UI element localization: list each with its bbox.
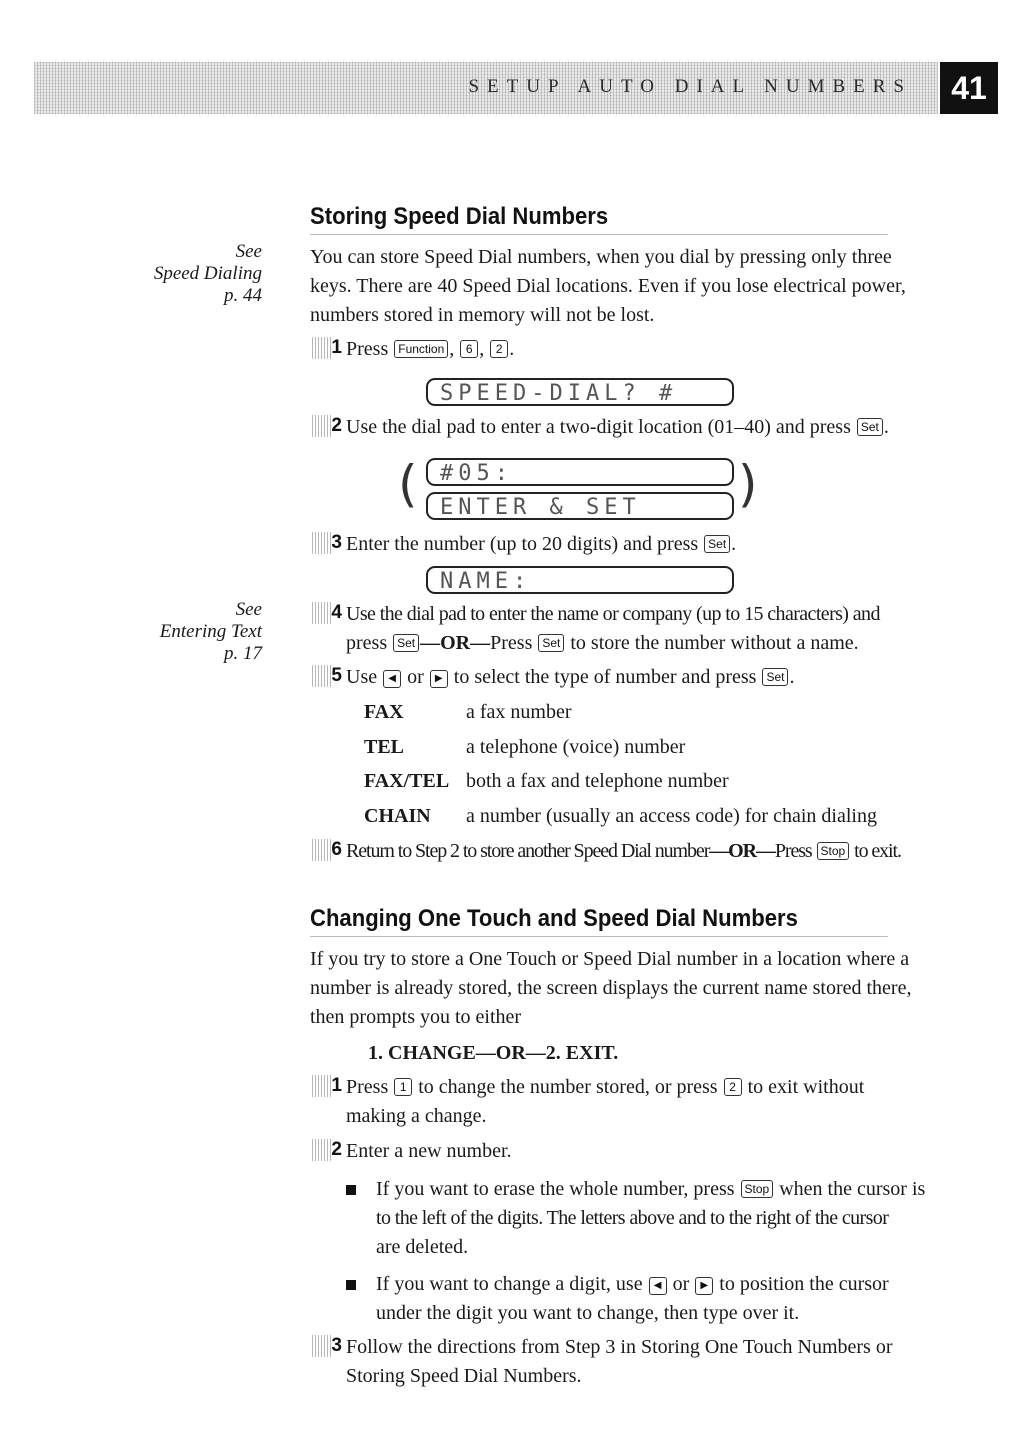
lcd-display-location: #05: — [426, 458, 734, 486]
bullet-text: under the digit you want to change, then type over it. — [376, 1302, 800, 1324]
storing-step-3: 3 Enter the number (up to 20 digits) and press Set . — [310, 530, 938, 559]
step-text: Use the dial pad to enter a two-digit location (01–40) and press — [346, 416, 851, 438]
lcd-group-left-bracket: ( — [398, 455, 418, 513]
set-key[interactable]: Set — [704, 535, 730, 553]
set-key[interactable]: Set — [393, 634, 419, 652]
number-type-row — [364, 733, 938, 762]
number-type-term: FAX — [364, 701, 404, 723]
step-text: to store the number without a name. — [570, 632, 859, 654]
step-text: to exit without — [747, 1076, 865, 1098]
bullet-text: If you want to erase the whole number, press — [376, 1178, 735, 1200]
step-text: Press — [346, 338, 389, 360]
changing-step-1 — [310, 1073, 938, 1131]
lcd-group-right-bracket: ) — [738, 455, 758, 513]
step-number: 2 — [312, 1137, 342, 1163]
intro-line: number is already stored, the screen displays the current name stored there, — [310, 977, 912, 999]
intro-line: keys. There are 40 Speed Dial locations. Even if you lose electrical power, — [310, 275, 906, 297]
margin-note-line: Speed Dialing — [153, 263, 262, 284]
number-type-term: CHAIN — [364, 805, 431, 827]
margin-note-line: See — [235, 599, 262, 620]
bullet-square-icon — [346, 1280, 356, 1290]
lcd-display-enter-set: ENTER & SET — [426, 492, 734, 520]
bullet-text: to the left of the digits. The letters above and to the right of the cursor — [376, 1207, 889, 1229]
changing-intro — [310, 945, 938, 1032]
margin-note-line: p. 44 — [224, 285, 262, 306]
step-text: Use the dial pad to enter the name or company (up to 15 characters) and — [346, 603, 880, 625]
step-text: Press — [346, 1076, 389, 1098]
step-text: press — [346, 632, 388, 654]
bullet-text: If you want to change a digit, use — [376, 1273, 643, 1295]
step-text: Enter the number (up to 20 digits) and press — [346, 533, 699, 555]
storing-step-5: 5 Use ◀ or ▶ to select the type of number and press Set . — [310, 663, 938, 692]
storing-intro — [310, 243, 938, 330]
margin-note-entering-text — [32, 599, 262, 665]
bullet-text: or — [672, 1273, 690, 1295]
left-arrow-key[interactable]: ◀ — [383, 670, 401, 688]
change-exit-prompt: 1. CHANGE—OR—2. EXIT. — [368, 1042, 619, 1064]
left-arrow-key[interactable]: ◀ — [649, 1277, 667, 1295]
intro-line: numbers stored in memory will not be lost. — [310, 304, 655, 326]
or-text: —OR— — [420, 632, 491, 654]
digit-6-key[interactable]: 6 — [460, 340, 478, 358]
bullet-change-digit — [346, 1270, 938, 1328]
changing-step-3 — [310, 1333, 938, 1391]
number-type-desc: a fax number — [466, 701, 572, 723]
step-number: 1 — [312, 1073, 342, 1099]
intro-line: You can store Speed Dial numbers, when you dial by pressing only three — [310, 246, 892, 268]
number-type-term: TEL — [364, 736, 405, 758]
number-type-desc: both a fax and telephone number — [466, 770, 729, 792]
bullet-text: when the cursor is — [779, 1178, 926, 1200]
running-header-title: SETUP AUTO DIAL NUMBERS — [468, 76, 912, 97]
digit-1-key[interactable]: 1 — [394, 1078, 412, 1096]
step-number: 3 — [312, 1333, 342, 1359]
margin-note-line: p. 17 — [224, 643, 262, 664]
step-text: Use — [346, 666, 378, 688]
step-text: to select the type of number and press — [453, 666, 757, 688]
bullet-text: are deleted. — [376, 1236, 469, 1258]
number-type-row — [364, 767, 938, 796]
step-text: to change the number stored, or press — [418, 1076, 718, 1098]
step-text: or — [407, 666, 424, 688]
step-text: to exit. — [854, 840, 901, 862]
step-text: Press — [490, 632, 533, 654]
header-bar — [34, 62, 938, 114]
step-number: 4 — [312, 600, 342, 626]
number-type-desc: a telephone (voice) number — [466, 736, 686, 758]
right-arrow-key[interactable]: ▶ — [695, 1277, 713, 1295]
bullet-text: to position the cursor — [719, 1273, 889, 1295]
step-number: 6 — [312, 837, 342, 863]
lcd-display-name: NAME: — [426, 566, 734, 594]
stop-key[interactable]: Stop — [741, 1180, 774, 1198]
set-key[interactable]: Set — [762, 668, 788, 686]
bullet-square-icon — [346, 1185, 356, 1195]
step-text: Follow the directions from Step 3 in Storing One Touch Numbers or — [346, 1336, 893, 1358]
step-text: Press — [774, 840, 812, 862]
storing-step-6 — [310, 837, 938, 866]
intro-line: If you try to store a One Touch or Speed Dial number in a location where a — [310, 948, 910, 970]
section-heading-changing: Changing One Touch and Speed Dial Numbers — [310, 904, 888, 937]
step-text: making a change. — [346, 1105, 487, 1127]
step-number: 1 — [312, 335, 342, 361]
bullet-erase-number — [346, 1175, 938, 1262]
lcd-display-speed-dial: SPEED-DIAL? # — [426, 378, 734, 406]
page-number: 41 — [940, 62, 998, 114]
number-type-row — [364, 802, 938, 831]
step-number: 2 — [312, 413, 342, 439]
digit-2-key[interactable]: 2 — [490, 340, 508, 358]
step-number: 3 — [312, 530, 342, 556]
margin-note-line: Entering Text — [159, 621, 262, 642]
digit-2-key[interactable]: 2 — [724, 1078, 742, 1096]
storing-step-1: 1 Press Function , 6 , 2 . — [310, 335, 938, 364]
step-text: Enter a new number. — [346, 1140, 512, 1162]
changing-step-2 — [310, 1137, 938, 1166]
intro-line: then prompts you to either — [310, 1006, 522, 1028]
number-type-row — [364, 698, 938, 727]
set-key[interactable]: Set — [857, 418, 883, 436]
margin-note-line: See — [235, 241, 262, 262]
or-text: —OR— — [709, 840, 775, 862]
margin-note-speed-dialing — [32, 241, 262, 307]
section-heading-storing: Storing Speed Dial Numbers — [310, 202, 888, 235]
step-text: Storing Speed Dial Numbers. — [346, 1365, 582, 1387]
right-arrow-key[interactable]: ▶ — [430, 670, 448, 688]
number-type-desc: a number (usually an access code) for chain dialing — [466, 805, 877, 827]
stop-key[interactable]: Stop — [817, 842, 850, 860]
step-number: 5 — [312, 663, 342, 689]
number-type-term: FAX/TEL — [364, 770, 450, 792]
set-key[interactable]: Set — [538, 634, 564, 652]
step-text: Return to Step 2 to store another Speed Dial number — [346, 840, 710, 862]
storing-step-4 — [310, 600, 938, 658]
function-key[interactable]: Function — [394, 340, 448, 358]
storing-step-2: 2 Use the dial pad to enter a two-digit location (01–40) and press Set . — [310, 413, 938, 442]
